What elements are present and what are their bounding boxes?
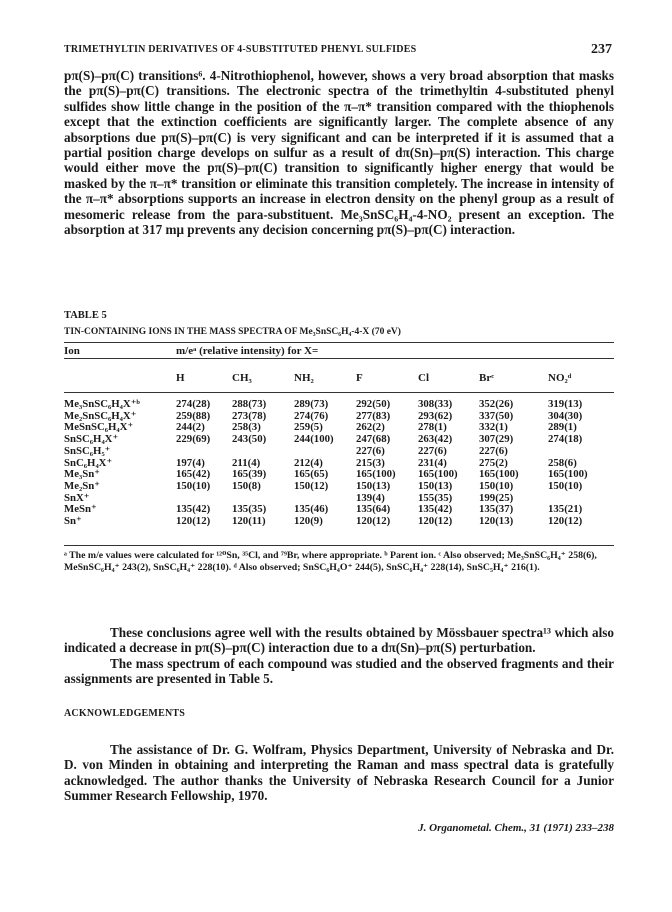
intensity-cell: 352(26): [479, 398, 514, 410]
intensity-cell: 274(76): [294, 409, 329, 422]
intensity-cell: 274(28): [176, 398, 211, 410]
intensity-cell: 277(83): [356, 409, 391, 422]
intensity-cell: 150(13): [356, 479, 391, 492]
intensity-cell: [548, 446, 614, 458]
intensity-cell: 332(1): [479, 421, 508, 434]
column-header: Brᶜ: [479, 372, 495, 384]
intensity-cell: 165(65): [294, 468, 329, 481]
intensity-cell: 262(2): [356, 421, 385, 434]
intensity-cell: [232, 446, 294, 458]
intensity-cell: 135(37): [479, 503, 514, 516]
intensity-cell: 227(6): [418, 444, 447, 457]
table-row: [64, 469, 614, 481]
acknowledgements-text: The assistance of Dr. G. Wolfram, Physics Department, University of Nebraska and Dr. D. von Minden in obtaining and interpreting the Raman and mass spectral data is gratefully acknowledged. The author thanks the University of Nebraska Research Council for a Junior Summer Research Fellowship, 1970.: [64, 742, 614, 804]
column-header: CH₃: [232, 372, 252, 384]
intensity-cell: 292(50): [356, 398, 391, 410]
table-body: [64, 399, 614, 528]
page-number: 237: [591, 42, 612, 57]
intensity-cell: 135(42): [176, 503, 211, 516]
ion-cell: Me₃Sn⁺: [64, 468, 100, 481]
table-row: [64, 446, 614, 458]
paragraph-2b: The mass spectrum of each compound was studied and the observed fragments and their assignments are presented in Table 5.: [64, 655, 614, 687]
intensity-cell: 120(12): [548, 515, 583, 528]
intensity-cell: 229(69): [176, 433, 211, 446]
intensity-cell: 273(78): [232, 409, 267, 422]
intensity-cell: 120(9): [294, 515, 323, 528]
body-paragraph-1: pπ(S)–pπ(C) transitions⁶. 4-Nitrothiophenol, however, shows a very broad absorption that masks the pπ(S)–pπ(C) transitions. The electronic spectra of the trimethyltin 4-substituted phenyl sulfides show little change in the position of the π–π* transition compared with the thiophenols except that the extinction coefficients are significantly larger. The complete absence of any absorptions due pπ(S)–pπ(C) is very significant and can be interpreted if it is assumed that a partial position charge develops on sulfur as a result of dπ(Sn)–pπ(S) interaction. This charge would either move the pπ(S)–pπ(C) transition to significantly higher energy that would be masked by the π–π* transition or eliminate this transition completely. The increase in intensity of the π–π* absorptions supports an increase in electron density on the phenyl group as a result of mesomeric release from the para-substituent. Me₃SnSC₆H₄-4-NO₂ present an exception. The absorption at 317 mμ prevents any decision concerning pπ(S)–pπ(C) interaction.: [64, 68, 614, 238]
group-column-header: m/eᵃ (relative intensity) for X=: [176, 345, 319, 357]
intensity-cell: 135(46): [294, 503, 329, 516]
intensity-cell: 120(12): [176, 515, 211, 528]
table-row: [64, 481, 614, 493]
ion-cell: Sn⁺: [64, 515, 82, 528]
ion-cell: SnC₆H₄X⁺: [64, 456, 113, 469]
intensity-cell: 197(4): [176, 456, 205, 469]
table-row: [64, 411, 614, 423]
intensity-cell: 120(13): [479, 515, 514, 528]
table-top-rule: [64, 342, 614, 343]
intensity-cell: 288(73): [232, 398, 267, 410]
ion-cell: MeSnSC₆H₄X⁺: [64, 421, 134, 434]
intensity-cell: 243(50): [232, 433, 267, 446]
intensity-cell: 263(42): [418, 433, 453, 446]
ion-cell: SnSC₆H₄X⁺: [64, 433, 119, 446]
table-subheader-rule: [64, 358, 614, 359]
ion-cell: MeSn⁺: [64, 503, 97, 516]
intensity-cell: 135(64): [356, 503, 391, 516]
intensity-cell: 155(35): [418, 491, 453, 504]
intensity-cell: [294, 446, 356, 458]
table-row: [64, 434, 614, 446]
mass-spectra-table: [64, 399, 614, 528]
intensity-cell: 165(100): [479, 468, 519, 481]
intensity-cell: 215(3): [356, 456, 385, 469]
table-row: [64, 399, 614, 411]
intensity-cell: 135(42): [418, 503, 453, 516]
intensity-cell: 211(4): [232, 456, 261, 469]
column-header: Cl: [418, 372, 429, 384]
intensity-cell: [176, 446, 232, 458]
ion-cell: Me₂Sn⁺: [64, 479, 100, 492]
intensity-cell: 307(29): [479, 433, 514, 446]
acknowledgements-heading: ACKNOWLEDGEMENTS: [64, 708, 185, 719]
table-footnote: ᵃ The m/e values were calculated for ¹²⁰Sn, ³⁵Cl, and ⁷⁹Br, where appropriate. ᵇ Parent ion. ᶜ Also observed; Me₃SnSC₆H₄⁺ 258(6), MeSnSC₆H₄⁺ 243(2), SnSC₆H₄⁺ 228(10). ᵈ Also observed; SnSC₆H₄O⁺ 244(5), SnSC₆H₄⁺ 228(14), SnSC₅H₄⁺ 216(1).: [64, 550, 597, 573]
table-row: [64, 422, 614, 434]
journal-citation: J. Organometal. Chem., 31 (1971) 233–238: [418, 822, 614, 834]
intensity-cell: 259(5): [294, 421, 323, 434]
table-header-rule: [64, 392, 614, 393]
intensity-cell: 319(13): [548, 398, 583, 410]
intensity-cell: 289(73): [294, 398, 329, 410]
intensity-cell: 165(100): [418, 468, 458, 481]
ion-cell: SnX⁺: [64, 491, 90, 504]
running-title: TRIMETHYLTIN DERIVATIVES OF 4-SUBSTITUTED PHENYL SULFIDES: [64, 44, 417, 55]
intensity-cell: 150(10): [479, 479, 514, 492]
intensity-cell: 304(30): [548, 409, 583, 422]
intensity-cell: 244(100): [294, 433, 334, 446]
intensity-cell: 150(13): [418, 479, 453, 492]
intensity-cell: 293(62): [418, 409, 453, 422]
intensity-cell: 165(100): [356, 468, 396, 481]
intensity-cell: 212(4): [294, 456, 323, 469]
table-row: [64, 504, 614, 516]
intensity-cell: 150(12): [294, 479, 329, 492]
intensity-cell: 258(6): [548, 456, 577, 469]
ion-cell: Me₂SnSC₆H₄X⁺: [64, 409, 137, 422]
intensity-cell: 150(8): [232, 479, 261, 492]
intensity-cell: 150(10): [176, 479, 211, 492]
intensity-cell: 275(2): [479, 456, 508, 469]
column-header: F: [356, 372, 363, 384]
table-number: TABLE 5: [64, 310, 107, 321]
intensity-cell: 135(35): [232, 503, 267, 516]
column-header: NO₂ᵈ: [548, 372, 572, 384]
intensity-cell: 227(6): [479, 444, 508, 457]
body-paragraph-2: [64, 625, 614, 687]
intensity-cell: 247(68): [356, 433, 391, 446]
intensity-cell: 259(88): [176, 409, 211, 422]
intensity-cell: 139(4): [356, 491, 385, 504]
paragraph-2a: These conclusions agree well with the results obtained by Mössbauer spectra¹³ which also indicated a decrease in pπ(S)–pπ(C) interaction due to a dπ(Sn)–pπ(S) perturbation.: [64, 625, 614, 656]
intensity-cell: 258(3): [232, 421, 261, 434]
intensity-cell: 120(12): [418, 515, 453, 528]
intensity-cell: 308(33): [418, 398, 453, 410]
table-bottom-rule: [64, 545, 614, 546]
intensity-cell: 165(39): [232, 468, 267, 481]
table-row: [64, 493, 614, 505]
column-header: H: [176, 372, 185, 384]
ion-column-header: Ion: [64, 345, 80, 357]
intensity-cell: 120(11): [232, 515, 266, 528]
intensity-cell: 289(1): [548, 421, 577, 434]
table-row: [64, 516, 614, 528]
column-header: NH₂: [294, 372, 314, 384]
intensity-cell: 337(50): [479, 409, 514, 422]
intensity-cell: 135(21): [548, 503, 583, 516]
intensity-cell: 150(10): [548, 479, 583, 492]
intensity-cell: 227(6): [356, 444, 385, 457]
intensity-cell: 199(25): [479, 491, 514, 504]
ion-cell: Me₃SnSC₆H₄X⁺ᵇ: [64, 398, 140, 410]
ion-cell: SnSC₆H₅⁺: [64, 444, 111, 457]
intensity-cell: 274(18): [548, 433, 583, 446]
intensity-cell: 165(100): [548, 468, 588, 481]
table-caption: TIN-CONTAINING IONS IN THE MASS SPECTRA OF Me₃SnSC₆H₄-4-X (70 eV): [64, 327, 401, 337]
intensity-cell: 120(12): [356, 515, 391, 528]
intensity-cell: 231(4): [418, 456, 447, 469]
intensity-cell: 165(42): [176, 468, 211, 481]
table-row: [64, 458, 614, 470]
running-header: [64, 42, 612, 60]
intensity-cell: 278(1): [418, 421, 447, 434]
intensity-cell: 244(2): [176, 421, 205, 434]
